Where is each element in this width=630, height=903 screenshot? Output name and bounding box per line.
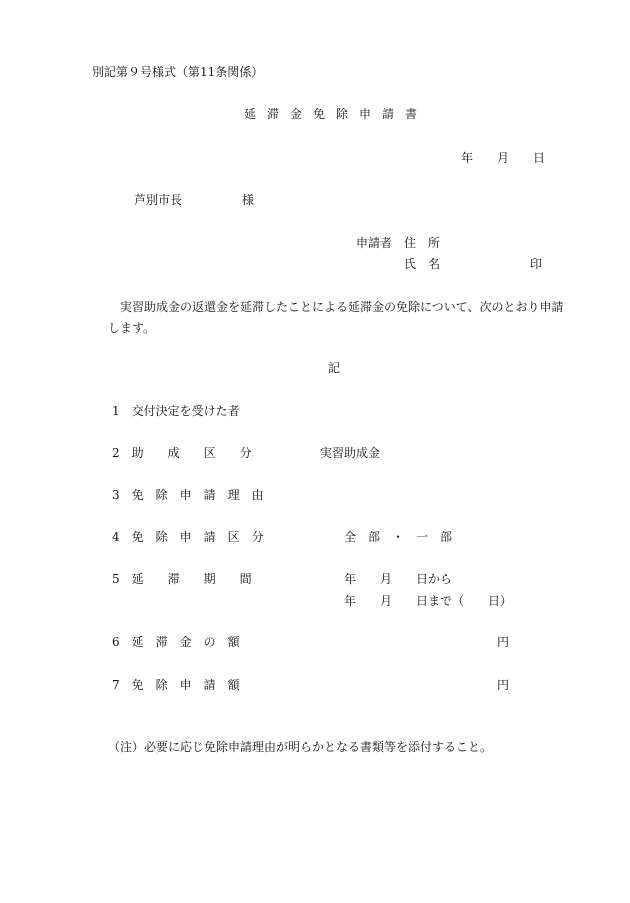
item-value-7: 円 [497,678,510,692]
item-value-5-to: 年 月 日まで（ 日） [344,594,513,608]
form-number-label: 別記第９号様式（第11条関係） [92,65,264,79]
applicant-name-label: 氏 名 [404,257,441,271]
body-text: 実習助成金の返還金を延滞したことによる延滞金の免除について、次のとおり申請します。 [108,300,564,335]
applicant-address-label: 申請者 住 所 [356,236,441,250]
item-value-5-from: 年 月 日から [344,572,453,586]
item-label-6: 6 延 滞 金 の 額 [112,635,240,649]
item-value-4: 全 部 ・ 一 部 [344,530,453,544]
seal-mark: 印 [530,257,543,271]
item-label-4: 4 免 除 申 請 区 分 [112,530,264,544]
item-value-6: 円 [497,635,510,649]
ki-heading: 記 [328,361,341,375]
item-label-3: 3 免 除 申 請 理 由 [112,488,264,502]
footnote: （注）必要に応じ免除申請理由が明らかとなる書類等を添付すること。 [108,740,493,754]
item-label-7: 7 免 除 申 請 額 [112,678,240,692]
addressee: 芦別市長 様 [134,193,255,207]
item-label-1: 1 交付決定を受けた者 [112,404,240,418]
item-value-2: 実習助成金 [320,446,381,460]
date-line: 年 月 日 [461,151,546,165]
document-title: 延滞金免除申請書 [244,107,429,121]
item-label-2: 2 助 成 区 分 [112,446,252,460]
item-label-5: 5 延 滞 期 間 [112,572,252,586]
